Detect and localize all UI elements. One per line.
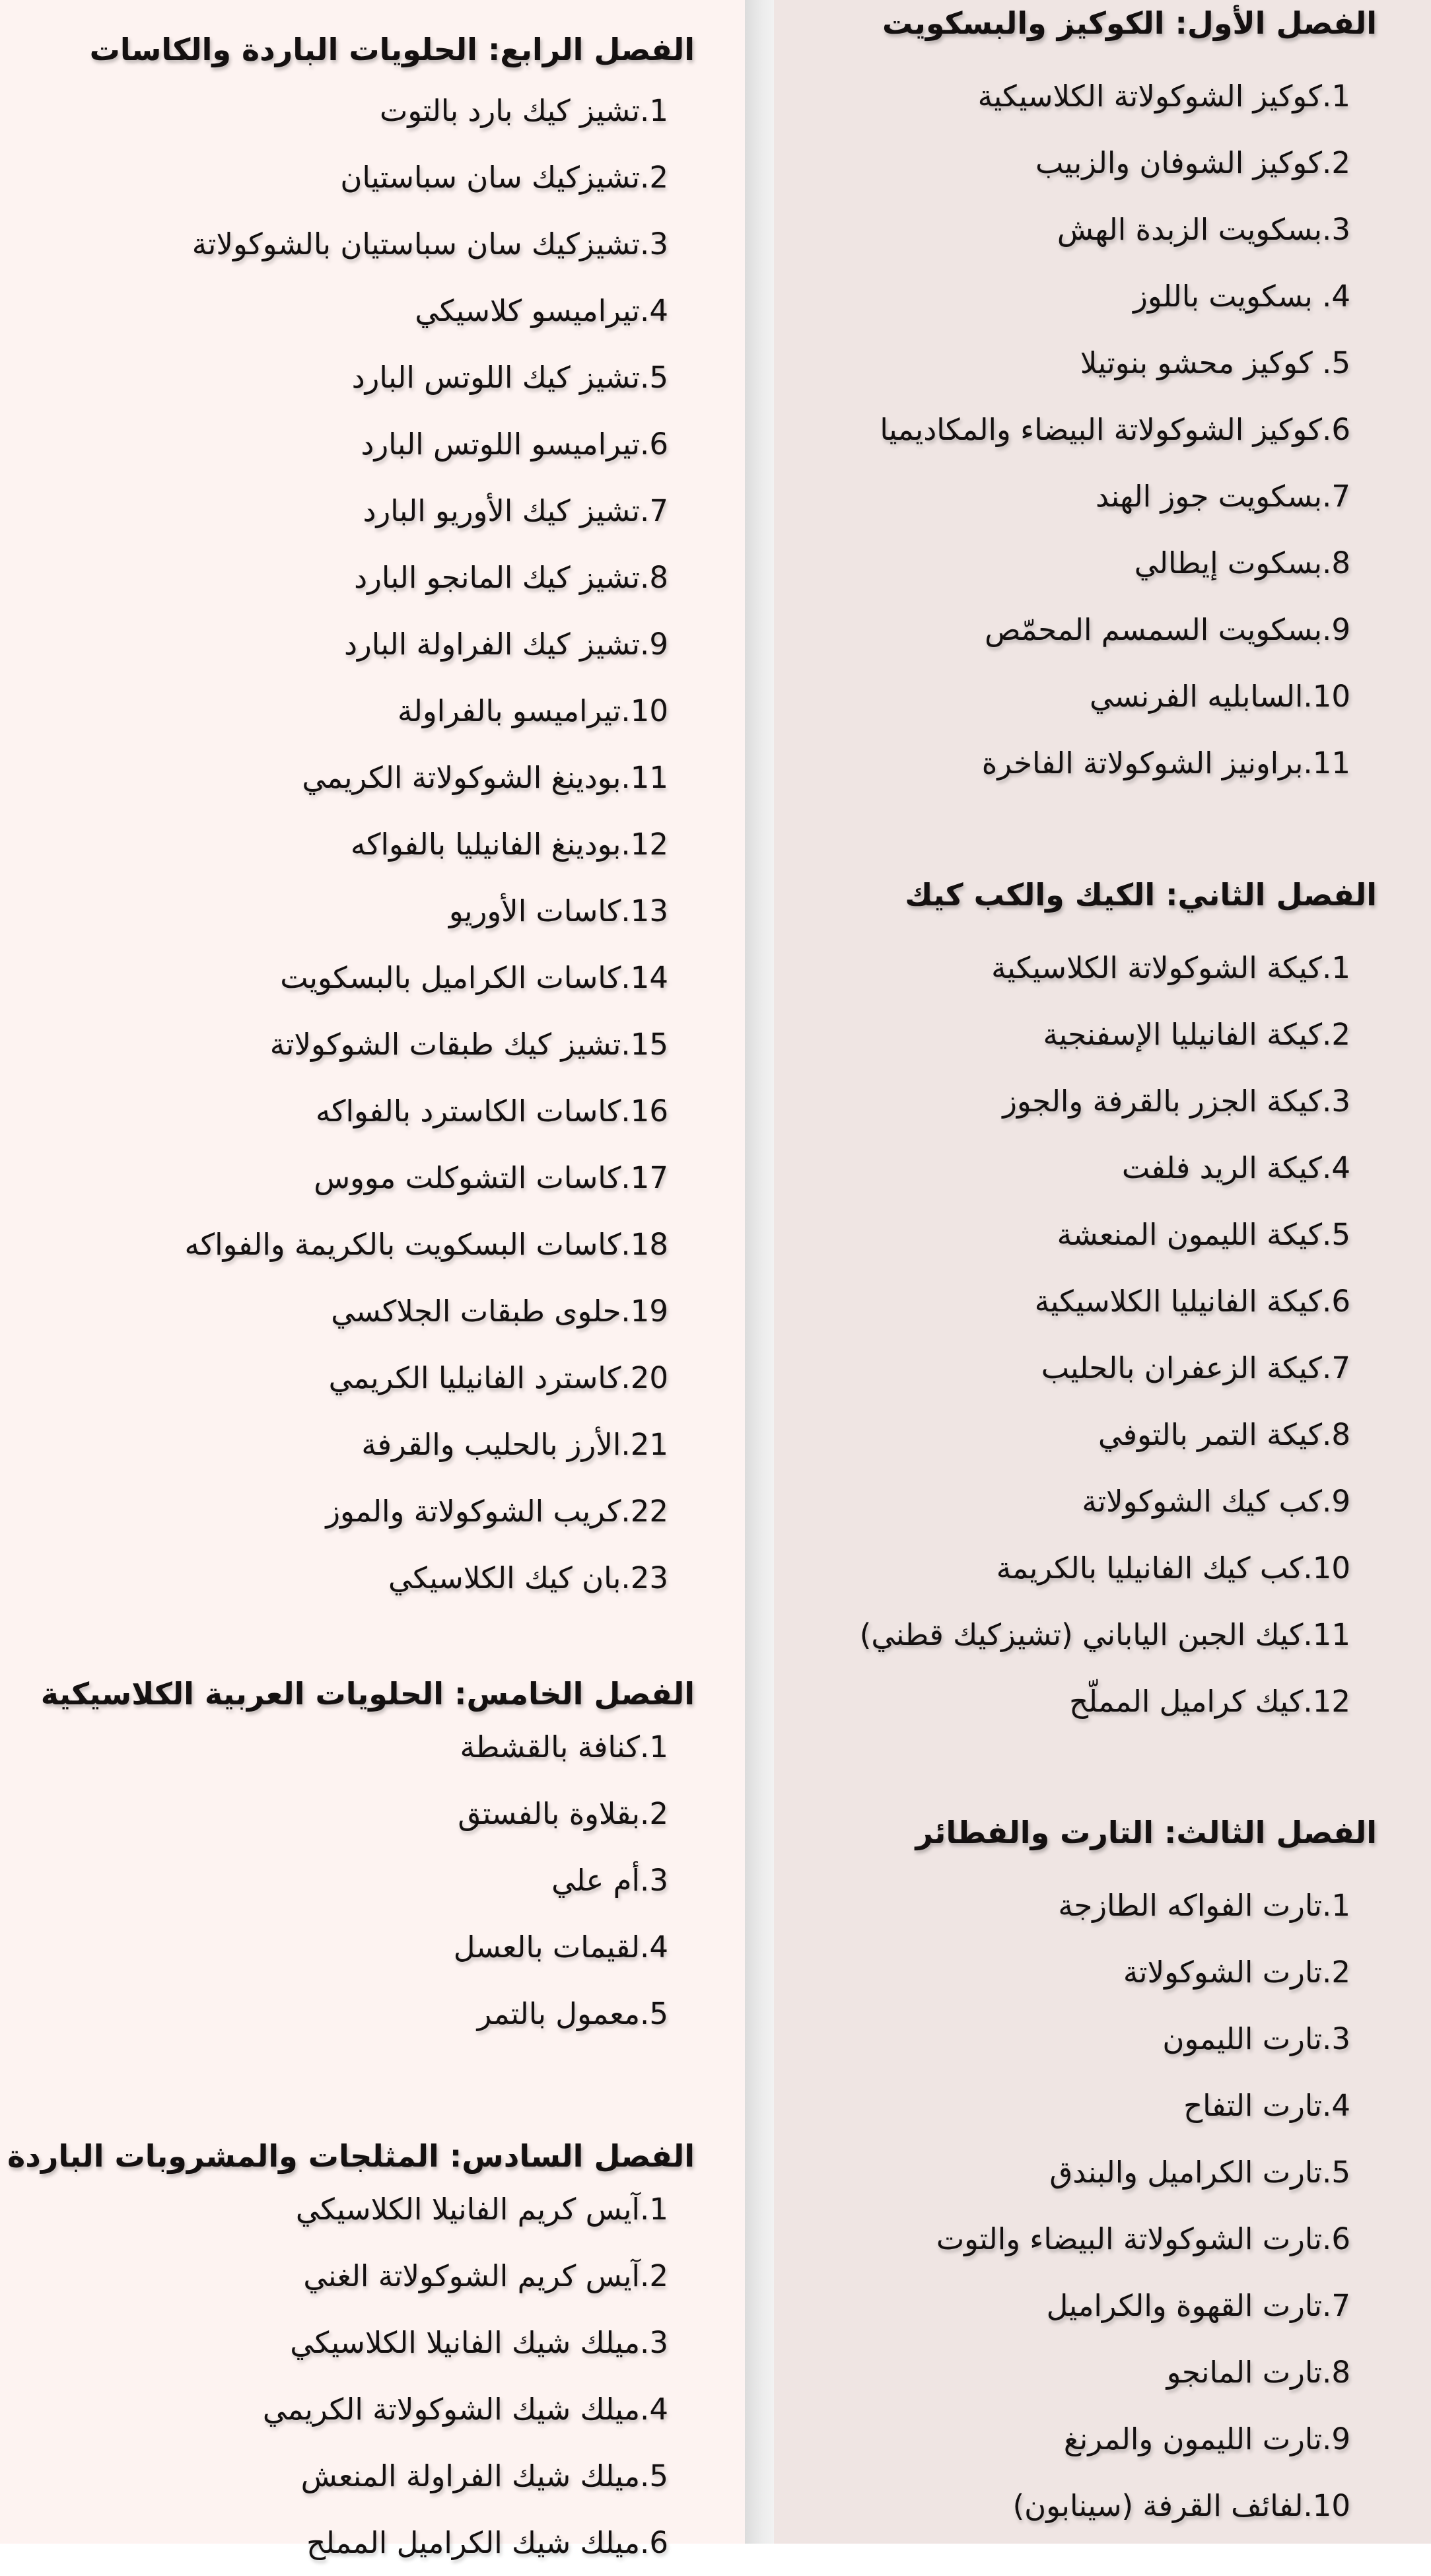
list-item: 11.بودينغ الشوكولاتة الكريمي xyxy=(302,760,668,795)
list-item: 2.تارت الشوكولاتة xyxy=(1123,1955,1350,1990)
chapter-1 xyxy=(880,3,1377,796)
list-item: 5.تارت الكراميل والبندق xyxy=(1049,2155,1350,2190)
recipe-list xyxy=(915,1872,1377,2539)
list-item: 9.كب كيك الشوكولاتة xyxy=(1082,1484,1350,1519)
recipe-list xyxy=(7,2176,695,2576)
list-item: 2.آيس كريم الشوكولاتة الغني xyxy=(303,2258,668,2293)
list-item: 1.كيكة الشوكولاتة الكلاسيكية xyxy=(991,950,1350,985)
chapter-title: الفصل الرابع: الحلويات الباردة والكاسات xyxy=(89,32,695,67)
chapter-title: الفصل السادس: المثلجات والمشروبات الباردة xyxy=(7,2138,695,2174)
list-item: 8.تارت المانجو xyxy=(1166,2355,1350,2390)
list-item: 17.كاسات التشوكلت مووس xyxy=(314,1160,668,1195)
recipe-list xyxy=(90,77,695,1611)
list-item: 22.كريب الشوكولاتة والموز xyxy=(326,1494,668,1529)
list-item: 5.ميلك شيك الفراولة المنعش xyxy=(300,2458,668,2493)
list-item: 5.كيكة الليمون المنعشة xyxy=(1057,1217,1350,1252)
list-item: 6.كيكة الفانيليا الكلاسيكية xyxy=(1034,1284,1350,1319)
list-item: 7.تشيز كيك الأوريو البارد xyxy=(363,493,668,528)
list-item: 21.الأرز بالحليب والقرفة xyxy=(361,1427,668,1462)
list-item: 6.ميلك شيك الكراميل المملح xyxy=(306,2525,668,2560)
list-item: 10.السابليه الفرنسي xyxy=(1089,679,1350,714)
list-item: 3.بسكويت الزبدة الهش xyxy=(1057,212,1350,247)
list-item: 11.كيك الجبن الياباني (تشيزكيك قطني) xyxy=(859,1617,1350,1652)
list-item: 9.بسكويت السمسم المحمّص xyxy=(985,612,1350,647)
chapter-title: الفصل الخامس: الحلويات العربية الكلاسيكية xyxy=(40,1676,695,1712)
list-item: 8.تشيز كيك المانجو البارد xyxy=(354,560,668,595)
list-item: 4. بسكويت باللوز xyxy=(1133,279,1350,314)
list-item: 3.تشيزكيك سان سباستيان بالشوكولاتة xyxy=(192,226,668,261)
list-item: 10.لفائف القرفة (سينابون) xyxy=(1012,2488,1350,2523)
list-item: 4.تارت التفاح xyxy=(1183,2088,1350,2123)
chapter-3 xyxy=(915,1813,1377,2539)
list-item: 20.كاسترد الفانيليا الكريمي xyxy=(328,1360,668,1395)
list-item: 8.كيكة التمر بالتوفي xyxy=(1098,1417,1350,1452)
list-item: 6.تيراميسو اللوتس البارد xyxy=(361,427,668,462)
list-item: 6.تارت الشوكولاتة البيضاء والتوت xyxy=(936,2221,1350,2256)
list-item: 10.تيراميسو بالفراولة xyxy=(398,693,668,728)
list-item: 7.تارت القهوة والكراميل xyxy=(1046,2288,1350,2323)
list-item: 2.بقلاوة بالفستق xyxy=(458,1796,668,1831)
list-item: 19.حلوى طبقات الجلاكسي xyxy=(331,1294,668,1329)
list-item: 4.لقيمات بالعسل xyxy=(453,1930,668,1965)
page-divider xyxy=(745,0,774,2544)
list-item: 3.أم علي xyxy=(551,1863,668,1898)
list-item: 12.بودينغ الفانيليا بالفواكه xyxy=(350,827,668,862)
list-item: 9.تارت الليمون والمرنغ xyxy=(1063,2421,1350,2456)
list-item: 2.كوكيز الشوفان والزبيب xyxy=(1035,145,1350,180)
chapter-5 xyxy=(41,1674,695,2047)
list-item: 4.ميلك شيك الشوكولاتة الكريمي xyxy=(262,2392,668,2427)
chapter-title: الفصل الأول: الكوكيز والبسكويت xyxy=(882,5,1377,41)
list-item: 3.ميلك شيك الفانيلا الكلاسيكي xyxy=(290,2325,668,2360)
list-item: 1.تارت الفواكه الطازجة xyxy=(1058,1888,1350,1923)
list-item: 3.كيكة الجزر بالقرفة والجوز xyxy=(1002,1084,1350,1119)
list-item: 8.بسكوت إيطالي xyxy=(1134,545,1350,580)
chapter-title: الفصل الثاني: الكيك والكب كيك xyxy=(905,877,1377,913)
list-item: 23.بان كيك الكلاسيكي xyxy=(388,1560,668,1595)
list-item: 18.كاسات البسكويت بالكريمة والفواكه xyxy=(184,1227,668,1262)
list-item: 4.كيكة الريد فلفت xyxy=(1121,1150,1350,1185)
list-item: 16.كاسات الكاسترد بالفواكه xyxy=(315,1094,668,1129)
chapter-6 xyxy=(7,2136,695,2576)
list-item: 9.تشيز كيك الفراولة البارد xyxy=(343,627,668,662)
list-item: 14.كاسات الكراميل بالبسكويت xyxy=(280,960,668,995)
list-item: 13.كاسات الأوريو xyxy=(448,893,668,928)
chapter-4 xyxy=(90,30,695,1611)
list-item: 1.كنافة بالقشطة xyxy=(460,1729,668,1764)
list-item: 5. كوكيز محشو بنوتيلا xyxy=(1080,345,1350,380)
recipe-list xyxy=(880,63,1377,796)
chapter-title: الفصل الثالث: التارت والفطائر xyxy=(915,1815,1377,1850)
list-item: 7.بسكويت جوز الهند xyxy=(1096,479,1350,514)
list-item: 2.تشيزكيك سان سباستيان xyxy=(340,160,668,195)
list-item: 15.تشيز كيك طبقات الشوكولاتة xyxy=(269,1027,668,1062)
list-item: 1.آيس كريم الفانيلا الكلاسيكي xyxy=(295,2192,668,2227)
recipe-list xyxy=(860,934,1377,1735)
list-item: 7.كيكة الزعفران بالحليب xyxy=(1041,1350,1350,1385)
list-item: 5.تشيز كيك اللوتس البارد xyxy=(351,360,668,395)
list-item: 5.معمول بالتمر xyxy=(477,1996,668,2031)
list-item: 1.تشيز كيك بارد بالتوت xyxy=(379,93,668,128)
list-item: 3.تارت الليمون xyxy=(1162,2021,1350,2056)
recipe-list xyxy=(41,1714,695,2047)
list-item: 11.براونيز الشوكولاتة الفاخرة xyxy=(981,746,1350,781)
list-item: 10.كب كيك الفانيليا بالكريمة xyxy=(996,1550,1350,1585)
list-item: 12.كيك كراميل المملّح xyxy=(1069,1684,1350,1719)
list-item: 2.كيكة الفانيليا الإسفنجية xyxy=(1043,1017,1350,1052)
chapter-2 xyxy=(860,875,1377,1735)
list-item: 1.كوكيز الشوكولاتة الكلاسيكية xyxy=(977,79,1350,114)
list-item: 4.تيراميسو كلاسيكي xyxy=(415,293,668,328)
list-item: 6.كوكيز الشوكولاتة البيضاء والمكاديميا xyxy=(880,412,1350,447)
